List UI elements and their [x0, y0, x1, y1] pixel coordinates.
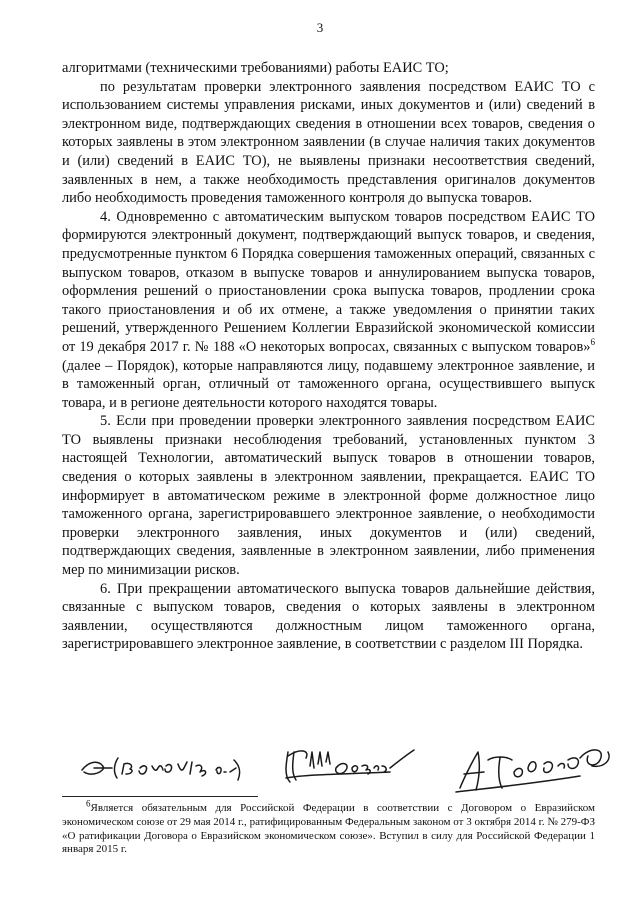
- footnote: [62, 798, 595, 857]
- signature-1: [82, 758, 240, 780]
- footnote-text: [62, 798, 595, 857]
- paragraph-4-text-before: 4. Одновременно с автоматическим выпуском товаров посредством ЕАИС ТО формируются электронный документ, подтверждающий выпуск товаров, и сведения, предусмотренные пунктом 6 Порядка совершения таможенных операций, связанных с выпуском товаров, отказом в выпуске товаров и аннулированием выпуска товаров, оформления решений о приостановлении срока выпуска товаров, продлении срока такого приостановления и об их отмене, а также уведомления о принятии таких решений, утвержденного Решением Коллегии Евразийской экономической комиссии от 19 декабря 2017 г. № 188 «О некоторых вопросах, связанных с выпуском товаров»: [62, 208, 595, 355]
- footnote-marker: 6: [86, 798, 91, 809]
- paragraph-4-text-after: (далее – Порядок), которые направляются лицу, подавшему электронное заявление, и в таможенный орган, отличный от таможенного органа, осуществившего выпуск товара, и в регионе деятельности которого находятся товары.: [62, 357, 595, 411]
- paragraph-5: 5. Если при проведении проверки электронного заявления посредством ЕАИС ТО выявлены признаки несоблюдения требований, установленных пунктом 3 настоящей Технологии, автоматический выпуск товаров в отношении товаров, сведения о которых заявлены в электронном заявлении, прекращается. ЕАИС ТО информирует в автоматическом режиме в электронной форме должностное лицо таможенного органа, зарегистрировавшего электронное заявление, о необходимости проверки электронного заявления, иных документов и (или) сведений, подтверждающих сведения, заявленные в электронном заявлении, либо применения мер по минимизации рисков.: [62, 413, 595, 579]
- signatures: [60, 738, 620, 810]
- footnote-body: Является обязательным для Российской Федерации в соответствии с Договором о Евразийском экономическом союзе от 29 мая 2014 г., ратифицированным Федеральным законом от 3 октября 2014 г. № 279-ФЗ «О ратификации Договора о Евразийском экономическом союзе». Вступил в силу для Российской Федерации 1 января 2015 г.: [62, 802, 595, 856]
- signature-2: [286, 750, 414, 782]
- paragraph-results: по результатам проверки электронного заявления посредством ЕАИС ТО с использованием системы управления рисками, иных документов и (или) сведений в электронном виде, подтверждающих сведения в отношении всех товаров, сведения о которых заявлены в этом электронном заявлении (в случае наличия таких документов и (или) сведений в ЕАИС ТО), не выявлены признаки несоответствия сведений, заявленных в нем, а также необходимость представления оригиналов документов либо необходимость проведения таможенного контроля до выпуска товаров.: [62, 78, 595, 207]
- page-number: 3: [316, 20, 324, 35]
- paragraph-continuation: алгоритмами (техническими требованиями) работы ЕАИС ТО;: [62, 60, 449, 76]
- paragraph-4: [62, 208, 595, 413]
- signature-3: [456, 750, 609, 792]
- footnote-rule: [62, 796, 258, 797]
- footnote-ref[interactable]: 6: [590, 337, 595, 348]
- paragraph-6: 6. При прекращении автоматического выпуска товаров дальнейшие действия, связанные с выпуском товаров, сведения о которых заявлены в электронном заявлении, осуществляются должностным лицом таможенного органа, зарегистрировавшего электронное заявление, в соответствии с разделом III Порядка.: [62, 580, 595, 653]
- handwritten-signatures: [60, 738, 620, 810]
- body-text: [62, 59, 595, 654]
